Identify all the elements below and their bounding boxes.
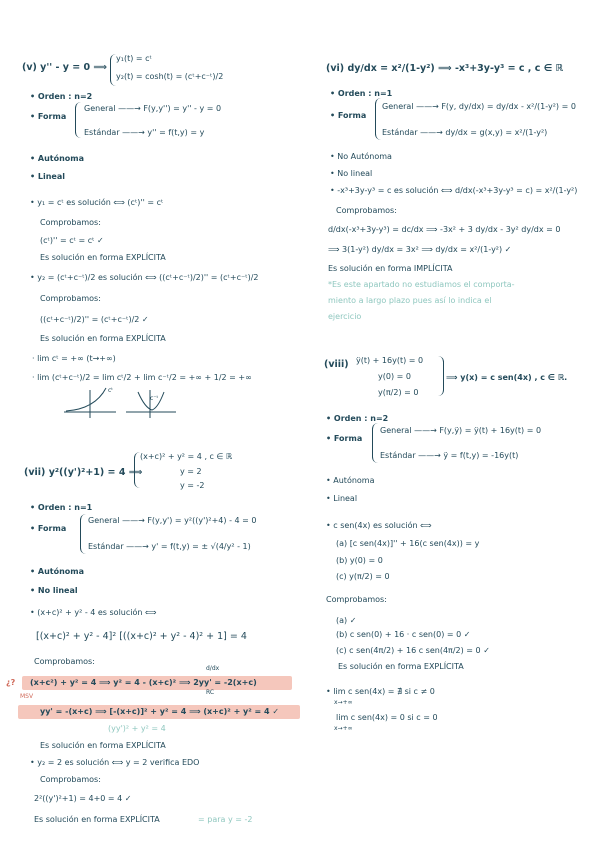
v-estandar: Estándar ——→ y'' = f(t,y) = y: [84, 128, 205, 137]
vii-forma: • Forma: [30, 524, 67, 533]
vi-impl: Es solución en forma IMPLÍCITA: [328, 264, 453, 273]
vii-lineal: • No lineal: [30, 586, 78, 595]
viii-sol: • c sen(4x) es solución ⟺: [326, 521, 432, 530]
vii-sol1: (x+c)² + y² = 4 , c ∈ ℝ: [140, 452, 233, 461]
vii-orden: • Orden : n=1: [30, 503, 93, 512]
vii-expl: Es solución en forma EXPLÍCITA: [40, 741, 166, 750]
vi-lineal: • No lineal: [330, 169, 373, 178]
viii-estandar: Estándar ——→ ÿ = f(t,y) = -16y(t): [380, 451, 519, 460]
viii-header: (viii): [324, 359, 349, 370]
viii-comp-a: (a) ✓: [336, 616, 357, 625]
v-sol1: y₁(t) = cᵗ: [116, 54, 152, 63]
vii-sol2: y = 2: [180, 467, 202, 476]
viii-comp-c: (c) c sen(4π/2) + 16 c sen(4π/2) = 0 ✓: [336, 646, 490, 655]
v-expl1: Es solución en forma EXPLÍCITA: [40, 253, 166, 262]
viii-comp: Comprobamos:: [326, 595, 387, 604]
viii-autonoma: • Autónoma: [326, 476, 375, 485]
viii-cond-c: (c) y(π/2) = 0: [336, 572, 390, 581]
vi-note2: miento a largo plazo pues así lo indica el: [328, 296, 492, 305]
vii-forma-brace: [80, 514, 86, 554]
viii-lim2: lim c sen(4x) = 0 si c = 0: [336, 713, 438, 722]
v-expl2: Es solución en forma EXPLÍCITA: [40, 334, 166, 343]
vii-big-eq: [(x+c)² + y² - 4]² [((x+c)² + y² - 4)² + 1] = 4: [36, 631, 247, 642]
vi-comp1: d/dx(-x³+3y-y³) = dc/dx ⟹ -3x² + 3 dy/dx - 3y² dy/dx = 0: [328, 225, 561, 234]
vii-sol-line: • (x+c)² + y² - 4 es solución ⟺: [30, 608, 157, 617]
viii-cond-b: (b) y(0) = 0: [336, 556, 383, 565]
v-comp1: Comprobamos:: [40, 218, 101, 227]
vi-general: General ——→ F(y, dy/dx) = dy/dx - x²/(1-y²) = 0: [382, 102, 576, 111]
vii-expl2-note: = para y = -2: [198, 815, 253, 824]
viii-lim1: • lim c sen(4x) = ∄ si c ≠ 0: [326, 687, 435, 696]
viii-eq3: y(π/2) = 0: [378, 388, 419, 397]
vii-autonoma: • Autónoma: [30, 567, 85, 576]
vii-header: (vii) y²((y')²+1) = 4 ⟹: [24, 467, 143, 478]
vi-header: (vi) dy/dx = x²/(1-y²) ⟹ -x³+3y-y³ = c , c ∈ ℝ: [326, 63, 564, 74]
viii-eq2: y(0) = 0: [378, 372, 411, 381]
vii-msv: MSV: [20, 693, 34, 700]
vii-general: General ——→ F(y,y') = y²((y')²+4) - 4 = 0: [88, 516, 257, 525]
vii-step2: yy' = -(x+c) ⟹ [-(x+c)]² + y² = 4 ⟹ (x+c)² + y² = 4 ✓: [40, 707, 280, 716]
viii-general: General ——→ F(y,ÿ) = ÿ(t) + 16y(t) = 0: [380, 426, 542, 435]
viii-result: ⟹ y(x) = c sen(4x) , c ∈ ℝ.: [446, 373, 568, 382]
vi-note1: *Es este apartado no estudiamos el comporta-: [328, 280, 515, 289]
vii-y2: • y₂ = 2 es solución ⟺ y = 2 verifica EDO: [30, 758, 200, 767]
vi-autonoma: • No Autónoma: [330, 152, 392, 161]
vii-step1: (x+c²) + y² = 4 ⟹ y² = 4 - (x+c)² ⟹ 2yy' = -2(x+c): [30, 678, 257, 687]
vii-comp2: Comprobamos:: [40, 775, 101, 784]
vii-expl2: Es solución en forma EXPLÍCITA: [34, 815, 160, 824]
viii-eq1: ÿ(t) + 16y(t) = 0: [356, 356, 424, 365]
vi-comp2: ⟹ 3(1-y²) dy/dx = 3x² ⟹ dy/dx = x²/(1-y²) ✓: [328, 245, 512, 254]
viii-expl: Es solución en forma EXPLÍCITA: [338, 662, 464, 671]
vi-forma: • Forma: [330, 111, 367, 120]
vii-step1-rc: RC: [206, 689, 215, 696]
v-forma: • Forma: [30, 112, 67, 121]
v-y1-sol: • y₁ = cᵗ es solución ⟺ (cᵗ)'' = cᵗ: [30, 198, 164, 207]
vi-forma-brace: [375, 98, 381, 140]
v-lim2: · lim (cᵗ+c⁻ᵗ)/2 = lim cᵗ/2 + lim c⁻ᵗ/2 = +∞ + 1/2 = +∞: [32, 373, 252, 382]
vii-comp2a: 2²((y')²+1) = 4+0 = 4 ✓: [34, 794, 132, 803]
vii-step3: (yy')² + y² = 4: [108, 724, 166, 733]
graph1-label: cᵗ: [108, 387, 114, 394]
graph1-curve: [66, 388, 106, 411]
v-general: General ——→ F(y,y'') = y'' - y = 0: [84, 104, 222, 113]
v-comp2: Comprobamos:: [40, 294, 101, 303]
v-header: (v) y'' - y = 0 ⟹: [22, 62, 108, 73]
viii-brace: [438, 356, 444, 396]
vii-estandar: Estándar ——→ y' = f(t,y) = ± √(4/y² - 1): [88, 542, 251, 551]
v-orden: • Orden : n=2: [30, 92, 93, 101]
graph2-label: c⁻ᵗ: [150, 395, 159, 402]
viii-cond-a: (a) [c sen(4x)]'' + 16(c sen(4x)) = y: [336, 539, 480, 548]
vi-sol: • -x³+3y-y³ = c es solución ⟺ d/dx(-x³+3y-y³ = c) = x²/(1-y²): [330, 186, 578, 195]
vii-sol3: y = -2: [180, 481, 205, 490]
v-comp2a: ((cᵗ+c⁻ᵗ)/2)'' = (cᵗ+c⁻ᵗ)/2 ✓: [40, 315, 149, 324]
viii-orden: • Orden : n=2: [326, 414, 389, 423]
vi-note3: ejercicio: [328, 312, 362, 321]
vi-orden: • Orden : n=1: [330, 89, 393, 98]
v-lim1: · lim cᵗ = +∞ (t→+∞): [32, 354, 116, 363]
viii-comp-b: (b) c sen(0) + 16 · c sen(0) = 0 ✓: [336, 630, 471, 639]
v-autonoma: • Autónoma: [30, 154, 85, 163]
v-sol2: y₂(t) = cosh(t) = (cᵗ+c⁻ᵗ)/2: [116, 72, 224, 81]
viii-lim2-sub: x→+∞: [334, 725, 353, 732]
v-lineal: • Lineal: [30, 172, 65, 181]
vi-comp: Comprobamos:: [336, 206, 397, 215]
v-comp1a: (cᵗ)'' = cᵗ = cᵗ ✓: [40, 236, 104, 245]
vi-estandar: Estándar ——→ dy/dx = g(x,y) = x²/(1-y²): [382, 128, 548, 137]
viii-lineal: • Lineal: [326, 494, 358, 503]
v-y2-sol: • y₂ = (cᵗ+c⁻ᵗ)/2 es solución ⟺ ((cᵗ+c⁻ᵗ)/2)'' = (cᵗ+c⁻ᵗ)/2: [30, 273, 259, 282]
viii-forma: • Forma: [326, 434, 363, 443]
vii-step1-d: d/dx: [206, 665, 220, 672]
vii-qmark: ¿?: [6, 678, 16, 687]
viii-forma-brace: [372, 423, 378, 463]
viii-lim1-sub: x→+∞: [334, 699, 353, 706]
vii-comp: Comprobamos:: [34, 657, 95, 666]
